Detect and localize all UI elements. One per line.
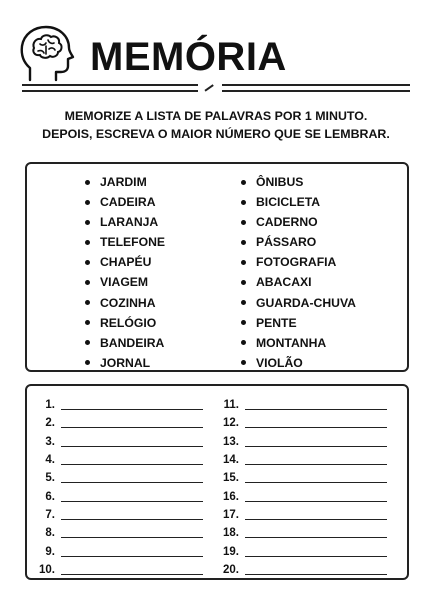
answer-line-number: 16. xyxy=(223,490,239,503)
bullet-icon xyxy=(85,360,90,365)
answer-blank[interactable] xyxy=(245,427,387,428)
answer-blank[interactable] xyxy=(61,537,203,538)
word-text: BICICLETA xyxy=(256,195,321,210)
answer-blank[interactable] xyxy=(245,556,387,557)
answer-blank[interactable] xyxy=(245,519,387,520)
answer-blank[interactable] xyxy=(61,464,203,465)
answer-blank[interactable] xyxy=(245,537,387,538)
word-item xyxy=(241,313,356,333)
word-text: CADERNO xyxy=(256,215,318,230)
word-text: CHAPÉU xyxy=(100,255,152,270)
word-text: PÁSSARO xyxy=(256,235,317,250)
answer-blank[interactable] xyxy=(245,446,387,447)
bullet-icon xyxy=(241,360,246,365)
word-item xyxy=(85,192,165,212)
answer-line xyxy=(217,506,387,524)
answer-line-number: 4. xyxy=(45,454,55,467)
word-text: ÔNIBUS xyxy=(256,175,304,189)
word-item xyxy=(241,272,356,292)
answer-blank[interactable] xyxy=(61,482,203,483)
word-item xyxy=(241,333,356,353)
word-item xyxy=(85,212,165,232)
answer-line xyxy=(33,433,203,451)
bullet-icon xyxy=(85,260,90,265)
answer-blank[interactable] xyxy=(245,501,387,502)
word-text: CADEIRA xyxy=(100,195,156,210)
header-rule-left-bottom xyxy=(22,90,198,92)
answer-line xyxy=(217,542,387,560)
answer-line xyxy=(217,451,387,469)
word-text: TELEFONE xyxy=(100,235,166,250)
answer-line-number: 14. xyxy=(223,454,239,467)
answer-line-number: 13. xyxy=(223,435,239,448)
answer-lines-box xyxy=(25,384,409,580)
bullet-icon xyxy=(85,220,90,225)
bullet-icon xyxy=(241,240,246,245)
answer-line-number: 7. xyxy=(45,508,55,521)
word-text: MONTANHA xyxy=(256,335,327,350)
word-list-right xyxy=(241,172,356,373)
bullet-icon xyxy=(85,320,90,325)
header-rule-left-top xyxy=(22,84,198,86)
word-item xyxy=(85,232,165,252)
word-item xyxy=(241,252,356,272)
answer-line xyxy=(33,542,203,560)
word-item xyxy=(241,293,356,313)
answer-line-number: 17. xyxy=(223,508,239,521)
bullet-icon xyxy=(85,280,90,285)
word-item xyxy=(85,333,165,353)
answer-line-number: 8. xyxy=(45,527,55,540)
header-rule-right-top xyxy=(222,84,410,86)
answer-line-number: 5. xyxy=(45,472,55,485)
bullet-icon xyxy=(241,260,246,265)
answer-blank[interactable] xyxy=(61,501,203,502)
word-item xyxy=(85,172,165,192)
answer-blank[interactable] xyxy=(61,409,203,410)
bullet-icon xyxy=(241,300,246,305)
bullet-icon xyxy=(85,200,90,205)
word-text: LARANJA xyxy=(100,215,159,230)
brain-head-icon xyxy=(18,24,76,84)
answer-line-number: 12. xyxy=(223,417,239,430)
word-text: VIOLÃO xyxy=(256,355,303,370)
answer-line-number: 1. xyxy=(45,399,55,412)
header-rule-right-bottom xyxy=(222,90,410,92)
answer-line-number: 15. xyxy=(223,472,239,485)
word-item xyxy=(241,192,356,212)
word-text: COZINHA xyxy=(100,295,156,310)
answer-blank[interactable] xyxy=(61,446,203,447)
answer-blank[interactable] xyxy=(61,556,203,557)
answer-line-number: 10. xyxy=(39,563,55,576)
instructions xyxy=(0,107,432,143)
answer-line xyxy=(217,524,387,542)
word-item xyxy=(85,353,165,373)
answer-blank[interactable] xyxy=(61,427,203,428)
answer-line-number: 2. xyxy=(45,417,55,430)
bullet-icon xyxy=(241,200,246,205)
bullet-icon xyxy=(85,340,90,345)
answer-line xyxy=(33,451,203,469)
answer-line xyxy=(217,414,387,432)
word-item xyxy=(85,252,165,272)
page-title: MEMÓRIA xyxy=(90,35,287,79)
answer-line xyxy=(33,469,203,487)
word-text: ABACAXI xyxy=(256,275,312,290)
bullet-icon xyxy=(85,180,90,185)
answer-line-number: 18. xyxy=(223,527,239,540)
answer-line xyxy=(33,524,203,542)
answer-line-number: 20. xyxy=(223,563,239,576)
answer-line xyxy=(33,396,203,414)
word-item xyxy=(241,232,356,252)
answer-line xyxy=(33,487,203,505)
header xyxy=(0,0,432,100)
word-text: JORNAL xyxy=(100,355,151,370)
word-text: JARDIM xyxy=(100,175,147,189)
bullet-icon xyxy=(241,280,246,285)
bullet-icon xyxy=(241,320,246,325)
bullet-icon xyxy=(241,180,246,185)
answer-line-number: 6. xyxy=(45,490,55,503)
answer-line xyxy=(217,396,387,414)
bullet-icon xyxy=(85,300,90,305)
word-text: GUARDA-CHUVA xyxy=(256,295,356,310)
answer-blank[interactable] xyxy=(61,519,203,520)
instructions-line-2: DEPOIS, ESCREVA O MAIOR NÚMERO QUE SE LEMBRAR. xyxy=(42,127,390,141)
word-text: BANDEIRA xyxy=(100,335,165,350)
word-item xyxy=(85,313,165,333)
answer-line xyxy=(33,414,203,432)
answer-line xyxy=(33,506,203,524)
word-text: VIAGEM xyxy=(100,275,149,290)
answer-line-number: 11. xyxy=(223,399,239,412)
answer-line-number: 9. xyxy=(45,545,55,558)
word-text: RELÓGIO xyxy=(100,315,157,330)
word-text: PENTE xyxy=(256,315,297,330)
answer-line xyxy=(217,561,387,579)
word-item xyxy=(241,212,356,232)
answer-line-number: 3. xyxy=(45,435,55,448)
answer-line xyxy=(217,487,387,505)
word-list-box xyxy=(25,162,409,372)
word-item xyxy=(241,172,356,192)
answer-blank[interactable] xyxy=(245,574,387,575)
bullet-icon xyxy=(241,220,246,225)
answer-lines-left xyxy=(33,396,203,579)
answer-line xyxy=(217,469,387,487)
answer-blank[interactable] xyxy=(61,574,203,575)
header-rule-slash xyxy=(204,84,213,91)
word-item xyxy=(85,272,165,292)
bullet-icon xyxy=(241,340,246,345)
answer-line xyxy=(33,561,203,579)
answer-lines-right xyxy=(217,396,387,579)
answer-blank[interactable] xyxy=(245,482,387,483)
answer-line xyxy=(217,433,387,451)
answer-line-number: 19. xyxy=(223,545,239,558)
answer-blank[interactable] xyxy=(245,464,387,465)
word-item xyxy=(241,353,356,373)
word-list-left xyxy=(85,172,165,373)
bullet-icon xyxy=(85,240,90,245)
answer-blank[interactable] xyxy=(245,409,387,410)
instructions-line-1: MEMORIZE A LISTA DE PALAVRAS POR 1 MINUTO. xyxy=(64,109,368,123)
word-text: FOTOGRAFIA xyxy=(256,255,337,270)
word-item xyxy=(85,293,165,313)
